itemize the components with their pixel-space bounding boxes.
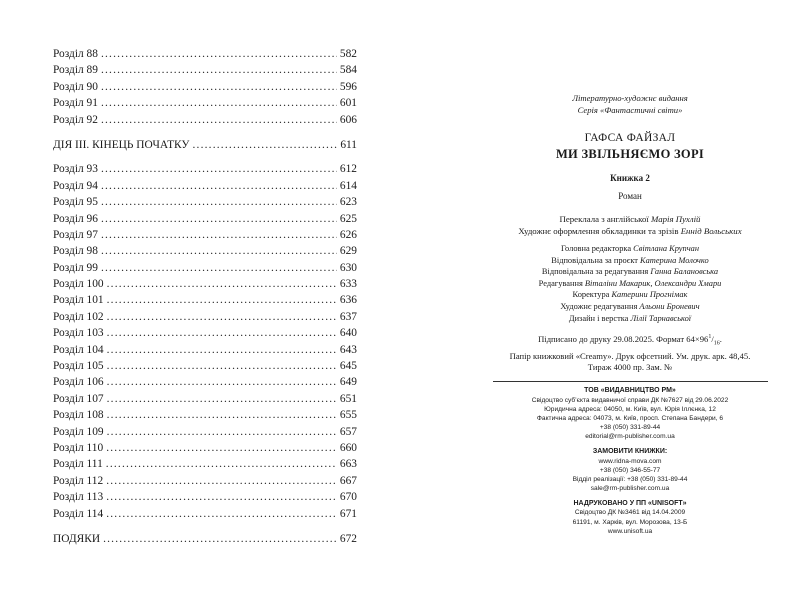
toc-entry-page: 626 — [339, 228, 357, 241]
toc-entry-page: 649 — [339, 376, 357, 389]
toc-leader-dots — [107, 342, 337, 358]
toc-entry — [53, 194, 357, 210]
toc-entry-label: Розділ 94 — [53, 179, 98, 192]
toc-entry — [53, 374, 357, 390]
toc-leader-dots — [101, 95, 337, 111]
order-info — [485, 447, 775, 493]
book-volume: Книжка 2 — [610, 173, 650, 183]
publisher-detail-line: Юридична адреса: 04050, м. Київ, вул. Юрія Іллєнка, 12 — [544, 405, 716, 413]
toc-leader-dots — [192, 137, 337, 153]
staff-credits — [485, 243, 775, 324]
toc-entry-page: 670 — [339, 491, 357, 504]
toc-entry — [53, 489, 357, 505]
toc-entry-label: Розділ 102 — [53, 310, 104, 323]
toc-entry — [53, 161, 357, 177]
toc-entry-label: Розділ 112 — [53, 474, 104, 487]
toc-entry-page: 651 — [339, 392, 357, 405]
toc-entry-label: Розділ 104 — [53, 343, 104, 356]
publisher-name: ТОВ «ВИДАВНИЦТВО РМ» — [584, 387, 676, 395]
toc-leader-dots — [107, 424, 337, 440]
order-contact-line: Відділ реалізації: +38 (050) 331-89-44 — [572, 475, 688, 483]
toc-entry-page: 629 — [339, 245, 357, 258]
imprint-block — [485, 92, 775, 536]
publisher-detail-line: +38 (050) 331-89-44 — [599, 423, 661, 431]
toc-entry — [53, 211, 357, 227]
toc-entry-page: 671 — [339, 507, 357, 520]
book-author: ГАФСА ФАЙЗАЛ — [584, 132, 676, 144]
printer-info — [485, 499, 775, 536]
toc-leader-dots — [107, 391, 337, 407]
toc-leader-dots — [101, 46, 337, 62]
toc-leader-dots — [107, 292, 337, 308]
toc-entry — [53, 506, 357, 522]
toc-entry — [53, 137, 357, 153]
toc-entry-label: Розділ 114 — [53, 507, 104, 520]
staff-credit: Дизайн і верстка Лілії Тарнавської — [568, 313, 692, 323]
toc-entry-label: Розділ 105 — [53, 360, 104, 373]
order-heading: ЗАМОВИТИ КНИЖКИ: — [592, 448, 668, 456]
publisher-detail-line: editorial@rm-publisher.com.ua — [585, 433, 675, 440]
toc-entry-label: Розділ 100 — [53, 278, 104, 291]
toc-entry — [53, 473, 357, 489]
toc-entry-label: Розділ 108 — [53, 409, 104, 422]
toc-leader-dots — [101, 227, 337, 243]
toc-entry-label: Розділ 91 — [53, 97, 98, 110]
toc-entry-page: 601 — [339, 97, 357, 110]
printer-detail-line: 61191, м. Харків, вул. Морозова, 13-Б — [572, 518, 688, 526]
printer-heading: НАДРУКОВАНО У ПП «UNISOFT» — [573, 499, 687, 507]
table-of-contents — [53, 46, 357, 547]
toc-leader-dots — [106, 440, 337, 456]
toc-entry-page: 625 — [339, 212, 357, 225]
toc-entry — [53, 309, 357, 325]
toc-entry-label: Розділ 107 — [53, 392, 104, 405]
toc-entry — [53, 243, 357, 259]
toc-entry-page: 667 — [339, 474, 357, 487]
toc-entry — [53, 391, 357, 407]
toc-entry-page: 606 — [339, 113, 357, 126]
toc-entry-page: 672 — [339, 532, 357, 545]
toc-entry-label: Розділ 90 — [53, 80, 98, 93]
toc-entry — [53, 62, 357, 78]
order-contact-line: sale@rm-publisher.com.ua — [590, 484, 670, 492]
toc-entry — [53, 440, 357, 456]
publisher-detail-line: Фактична адреса: 04073, м. Київ, просп. Степана Бандери, 6 — [536, 414, 724, 422]
toc-entry-page: 612 — [339, 163, 357, 176]
toc-entry — [53, 46, 357, 62]
right-page — [400, 0, 800, 600]
toc-entry-label: Розділ 96 — [53, 212, 98, 225]
edition-type: Літературно-художнє видання — [572, 93, 688, 103]
toc-entry-label: Розділ 93 — [53, 163, 98, 176]
toc-entry-label: Розділ 113 — [53, 491, 104, 504]
staff-credit: Відповідальна за редагування Ганна Балановська — [541, 267, 719, 277]
toc-entry-label: Розділ 92 — [53, 113, 98, 126]
toc-entry-page: 582 — [339, 48, 357, 60]
toc-entry — [53, 342, 357, 358]
order-contact-line: +38 (050) 346-55-77 — [599, 466, 661, 474]
toc-entry-page: 636 — [339, 294, 357, 307]
toc-entry-label: Розділ 89 — [53, 64, 98, 77]
toc-entry — [53, 456, 357, 472]
toc-entry — [53, 276, 357, 292]
toc-leader-dots — [107, 407, 337, 423]
artwork-credit: Художнє оформлення обкладинки та зрізів Еннід Вольських — [518, 226, 742, 236]
toc-entry-page: 611 — [340, 138, 357, 151]
toc-entry-label: Розділ 95 — [53, 196, 98, 209]
order-contact-line: www.ridna-mova.com — [598, 457, 662, 465]
printer-detail-line: www.unisoft.ua — [607, 527, 653, 535]
toc-entry-page: 657 — [339, 425, 357, 438]
toc-entry-label: Розділ 106 — [53, 376, 104, 389]
toc-entry-label: Розділ 103 — [53, 327, 104, 340]
toc-leader-dots — [101, 62, 337, 78]
toc-entry — [53, 112, 357, 128]
toc-entry-page: 660 — [339, 441, 357, 454]
toc-leader-dots — [106, 456, 337, 472]
toc-entry-page: 596 — [339, 80, 357, 93]
toc-entry — [53, 424, 357, 440]
book-title: МИ ЗВІЛЬНЯЄМО ЗОРІ — [555, 147, 705, 161]
toc-entry-page: 614 — [339, 179, 357, 192]
staff-credit: Художнє редагування Альони Броневич — [560, 301, 700, 311]
staff-credit: Головна редакторка Світлана Крупчан — [560, 244, 700, 253]
toc-entry-label: Розділ 101 — [53, 294, 104, 307]
toc-entry-label: Розділ 110 — [53, 441, 104, 454]
translator-credit: Переклала з англійської Марія Пухлій — [559, 214, 701, 224]
toc-leader-dots — [101, 211, 337, 227]
toc-entry-label: ДІЯ ІІІ. КІНЕЦЬ ПОЧАТКУ — [53, 138, 190, 151]
toc-entry-page: 663 — [339, 458, 357, 471]
toc-leader-dots — [103, 531, 337, 547]
print-info: Підписано до друку 29.08.2025. Формат $64\times 96^1/_{16}$. Папір книжковий «Creamy». Друк офсетний. Ум. друк. арк. 48,45. Тираж 4000 пр. Зам. № — [509, 334, 751, 373]
toc-entry-label: Розділ 97 — [53, 228, 98, 241]
toc-entry-page: 584 — [339, 64, 357, 77]
toc-leader-dots — [107, 276, 337, 292]
toc-entry-label: Розділ 109 — [53, 425, 104, 438]
toc-leader-dots — [107, 374, 337, 390]
divider — [493, 381, 768, 382]
toc-entry — [53, 79, 357, 95]
toc-entry — [53, 178, 357, 194]
toc-leader-dots — [101, 243, 337, 259]
book-genre: Роман — [618, 191, 642, 201]
toc-leader-dots — [101, 79, 337, 95]
toc-leader-dots — [101, 161, 337, 177]
toc-leader-dots — [101, 260, 337, 276]
staff-credit: Коректура Катерини Прогнімак — [572, 290, 688, 300]
toc-entry — [53, 407, 357, 423]
toc-entry-page: 640 — [339, 327, 357, 340]
staff-credit: Редагування Віталіни Макарик, Олександри Хмари — [538, 278, 722, 288]
toc-entry-label: ПОДЯКИ — [53, 532, 101, 545]
toc-entry — [53, 292, 357, 308]
toc-leader-dots — [107, 325, 337, 341]
toc-entry-label: Розділ 88 — [53, 48, 98, 60]
staff-credit: Відповідальна за проєкт Катерина Молочко — [551, 255, 709, 265]
toc-entry-label: Розділ 111 — [53, 458, 103, 471]
toc-entry — [53, 260, 357, 276]
toc-leader-dots — [101, 178, 337, 194]
toc-entry-page: 645 — [339, 360, 357, 373]
toc-leader-dots — [101, 194, 337, 210]
series-name: Серія «Фантастичні світи» — [577, 105, 683, 115]
toc-entry-page: 623 — [339, 196, 357, 209]
toc-entry-label: Розділ 99 — [53, 261, 98, 274]
toc-entry-label: Розділ 98 — [53, 245, 98, 258]
toc-leader-dots — [106, 473, 337, 489]
toc-entry — [53, 95, 357, 111]
toc-entry-page: 637 — [339, 310, 357, 323]
publisher-detail-line: Свідоцтво суб’єкта видавничої справи ДК №7627 від 29.06.2022 — [531, 396, 729, 404]
toc-entry — [53, 531, 357, 547]
toc-leader-dots — [106, 506, 337, 522]
toc-leader-dots — [101, 112, 337, 128]
toc-entry-page: 633 — [339, 278, 357, 291]
toc-leader-dots — [107, 309, 337, 325]
toc-entry — [53, 325, 357, 341]
publisher-info — [485, 386, 775, 441]
toc-leader-dots — [107, 358, 337, 374]
printer-detail-line: Свідоцтво ДК №3461 від 14.04.2009 — [574, 509, 686, 517]
toc-entry — [53, 358, 357, 374]
toc-entry-page: 630 — [339, 261, 357, 274]
toc-leader-dots — [106, 489, 337, 505]
toc-entry — [53, 227, 357, 243]
toc-entry-page: 643 — [339, 343, 357, 356]
toc-entry-page: 655 — [339, 409, 357, 422]
